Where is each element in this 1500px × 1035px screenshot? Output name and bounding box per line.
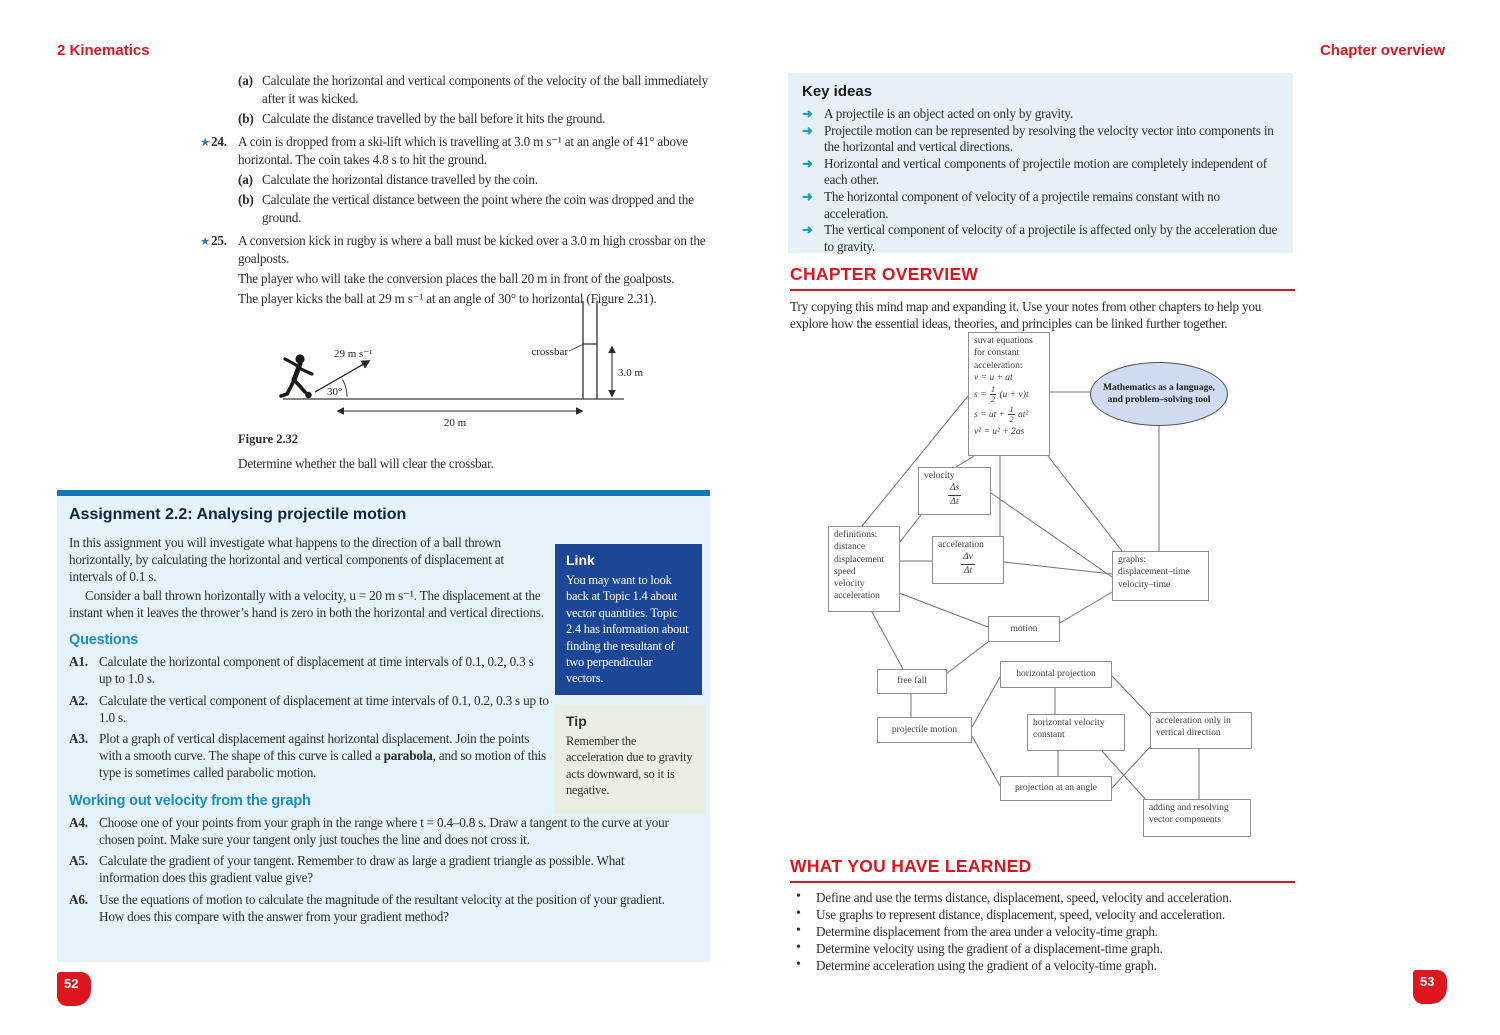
part-label: (b) [238,111,254,127]
node-formula: v = u + at [974,372,1013,383]
key-idea-item [802,189,1279,222]
exercise-number: 25. [211,232,227,248]
assignment-paragraph: In this assignment you will investigate what happens to the direction of a ball thrown horizontally, by calculating the horizontal and vertical components of displacement at intervals of 0.1 s. [69,535,504,585]
angle-label: 30° [327,386,343,398]
section-header: Chapter overview [1319,42,1445,59]
figure-instruction: Determine whether the ball will clear the crossbar. [238,456,494,471]
bullet-icon: • [796,922,801,938]
kicker-silhouette [281,354,312,396]
question-text-bold: parabola [383,748,433,764]
question-number: A5. [69,853,88,869]
assignment-title: Assignment 2.2: Analysing projectile motion [69,506,407,523]
rugby-kick-figure [250,293,662,441]
exercise-25 [200,232,718,268]
exercise-number: 24. [211,133,227,149]
crossbar-label: crossbar [531,346,568,358]
assignment-box [57,490,710,962]
question-item [69,653,549,687]
node-acceleration [932,536,1004,584]
key-ideas-box [788,73,1293,253]
key-ideas-title: Key ideas [802,83,873,100]
arrow-bullet-icon: ➜ [802,155,813,171]
key-idea-text: Projectile motion can be represented by resolving the velocity vector into components in the horizontal and vertical directions. [824,122,1274,155]
node-acceleration-only-vertical: acceleration only in vertical direction [1150,712,1252,749]
node-graphs: graphs: displacement–time velocity–time [1112,551,1209,601]
chapter-overview-intro: Try copying this mind map and expanding it. Use your notes from other chapters to help you explore how the essential ideas, theories, and principles can be linked further together. [790,299,1262,332]
node-horizontal-projection: horizontal projection [1000,661,1112,688]
exercise-part [200,72,718,108]
title-rule [790,289,1295,291]
question-number: A6. [69,891,88,907]
node-projection-at-angle: projection at an angle [1000,776,1112,801]
key-idea-text: A projectile is an object acted on only by gravity. [824,106,1073,121]
exercise-part [200,171,718,189]
arrow-bullet-icon: ➜ [802,106,813,121]
bullet-icon: • [796,956,801,972]
exercise-part [200,191,718,227]
angle-arc [343,380,348,398]
goalpost [583,301,597,399]
link-text: You may want to look back at Topic 1.4 about vector quantities. Topic 2.4 has information about finding the resultant of two perpendicular vectors. [566,573,689,686]
part-text: Calculate the vertical distance between the point where the coin was dropped and the ground. [262,192,694,226]
bullet-icon: • [796,939,801,955]
question-item [69,891,677,925]
question-text: Calculate the horizontal component of displacement at time intervals of 0.1, 0.2, 0.3 s up to 1.0 s. [99,654,534,687]
tip-text: Remember the acceleration due to gravity acts downward, so it is negative. [566,734,693,798]
part-text: Calculate the horizontal distance travelled by the coin. [262,172,538,188]
key-idea-text: The vertical component of velocity of a projectile is affected only by the acceleration due to gravity. [824,222,1278,254]
node-text: velocity [924,471,955,481]
node-formula: v² = u² + 2as [974,427,1025,438]
bullet-icon: • [796,889,801,904]
question-text: Use the equations of motion to calculate the magnitude of the resultant velocity at the position of your gradient. How does this compare with the answer from your gradient method? [99,891,665,924]
exercise-paragraph [200,270,718,288]
crossbar-pointer [569,344,584,351]
learned-item: • Determine displacement from the area under a velocity-time graph. [796,922,1158,939]
link-title: Link [566,552,595,568]
key-idea-item [802,123,1279,156]
question-number: A2. [69,692,88,708]
question-text: , and so motion of this type is sometimes called parabolic motion. [99,748,546,781]
node-text: for constant [974,348,1020,359]
key-idea-item [802,106,1279,123]
exercise-24 [200,133,718,169]
tip-box [555,705,706,814]
key-idea-text: The horizontal component of velocity of a projectile remains constant with no acceleration. [824,188,1220,221]
learned-item: • Determine velocity using the gradient of a displacement-time graph. [796,939,1163,956]
assignment-paragraph: Consider a ball thrown horizontally with a velocity, u = 20 m s⁻¹. The displacement at the instant when it leaves the thrower’s hand is zero in both the horizontal and vertical directions. [69,587,544,620]
star-icon: ★ [200,136,211,149]
node-motion: motion [988,616,1060,642]
exercise-text: A coin is dropped from a ski-lift which is travelling at 3.0 m s⁻¹ at an angle of 41° above horizontal. The coin takes 4.8 s to hit the ground. [238,133,688,167]
chapter-overview-section [790,264,1295,333]
node-adding-resolving-vectors: adding and resolving vector components [1143,799,1251,837]
learned-item: • Use graphs to represent distance, displacement, speed, velocity and acceleration. [796,905,1225,922]
exercise-list [200,72,718,310]
question-text: Plot a graph of vertical displacement against horizontal displacement. Join the points with a smooth curve. The shape of this curve is called a [99,731,530,764]
node-formula: s = ut + $\frac{1}{2}$ at² [974,404,1029,425]
distance-label: 20 m [443,417,467,429]
figure-caption: Figure 2.32 [238,432,299,446]
question-item [69,730,549,782]
question-item [69,692,549,726]
arrow-bullet-icon: ➜ [802,188,813,204]
assignment-intro [69,534,549,782]
question-number: A3. [69,731,88,747]
link-box [555,544,702,695]
arrow-bullet-icon: ➜ [802,122,813,138]
node-text: suvat equations [974,336,1033,346]
height-label: 3.0 m [618,367,644,379]
learned-item: • Determine acceleration using the gradient of a velocity-time graph. [796,956,1157,973]
node-formula: Δv Δt [963,552,973,576]
page-number-left: 52 [57,972,91,1006]
question-item [69,852,677,886]
part-label: (a) [238,172,253,188]
node-free-fall: free fall [877,669,947,694]
velocity-label: 29 m s⁻¹ [334,348,373,360]
node-suvat-equations [968,332,1050,456]
part-label: (a) [238,73,253,88]
part-text: Calculate the distance travelled by the ball before it hits the ground. [262,111,606,127]
question-number: A1. [69,654,88,670]
node-text: acceleration: [974,360,1023,371]
part-text: Calculate the horizontal and vertical components of the velocity of the ball immediately after it was kicked. [262,73,709,107]
question-item [69,814,677,848]
working-heading: Working out velocity from the graph [69,792,311,809]
questions-heading: Questions [69,632,139,649]
learned-item: • Define and use the terms distance, displacement, speed, velocity and acceleration. [796,889,1232,905]
exercise-text: The player who will take the conversion places the ball 20 m in front of the goalposts. [238,271,675,287]
title-rule [790,881,1295,883]
question-text: Calculate the gradient of your tangent. Remember to draw as large a gradient triangle as possible. What information does this gradient value give? [99,853,625,886]
chapter-overview-title: CHAPTER OVERVIEW [790,264,979,284]
question-number: A4. [69,814,88,830]
node-formula: s = $\frac{1}{2}$ (u + v)t [974,384,1029,405]
node-formula: Δs Δt [949,483,960,507]
ball [305,392,311,398]
star-icon: ★ [200,235,211,248]
node-text: acceleration [938,540,984,550]
learned-title: WHAT YOU HAVE LEARNED [790,856,1032,876]
mind-map [790,330,1300,842]
exercise-text: A conversion kick in rugby is where a ball must be kicked over a 3.0 m high crossbar on the goalposts. [238,232,706,266]
key-idea-text: Horizontal and vertical components of projectile motion are completely independent of each other. [824,155,1267,188]
part-label: (b) [238,192,254,208]
tip-title: Tip [566,713,587,729]
exercise-part [200,110,718,128]
node-definitions: definitions: distance displacement speed velocity acceleration [828,526,900,612]
node-velocity [918,467,991,515]
node-horizontal-velocity-constant: horizontal velocity constant [1027,714,1125,751]
bullet-icon: • [796,905,801,921]
question-text: Choose one of your points from your graph in the range where t = 0.4–0.8 s. Draw a tangent to the curve at your chosen point. Make sure your tangent only just touches the line and does not cross it. [99,814,669,848]
exercise-text: The player kicks the ball at 29 m s⁻¹ at an angle of 30° to horizontal (Figure 2.31). [238,291,657,307]
arrow-bullet-icon: ➜ [802,222,813,238]
key-idea-item [802,222,1279,255]
node-projectile-motion: projectile motion [877,717,972,743]
chapter-header: 2 Kinematics [57,42,150,59]
question-text: Calculate the vertical component of displacement at time intervals of 0.1, 0.2, 0.3 s up to 1.0 s. [99,692,549,725]
page-number-right: 53 [1413,970,1447,1004]
what-you-have-learned-section [790,856,1295,975]
key-idea-item [802,156,1279,189]
node-mathematics: Mathematics as a language, and problem–solving tool [1090,362,1228,426]
